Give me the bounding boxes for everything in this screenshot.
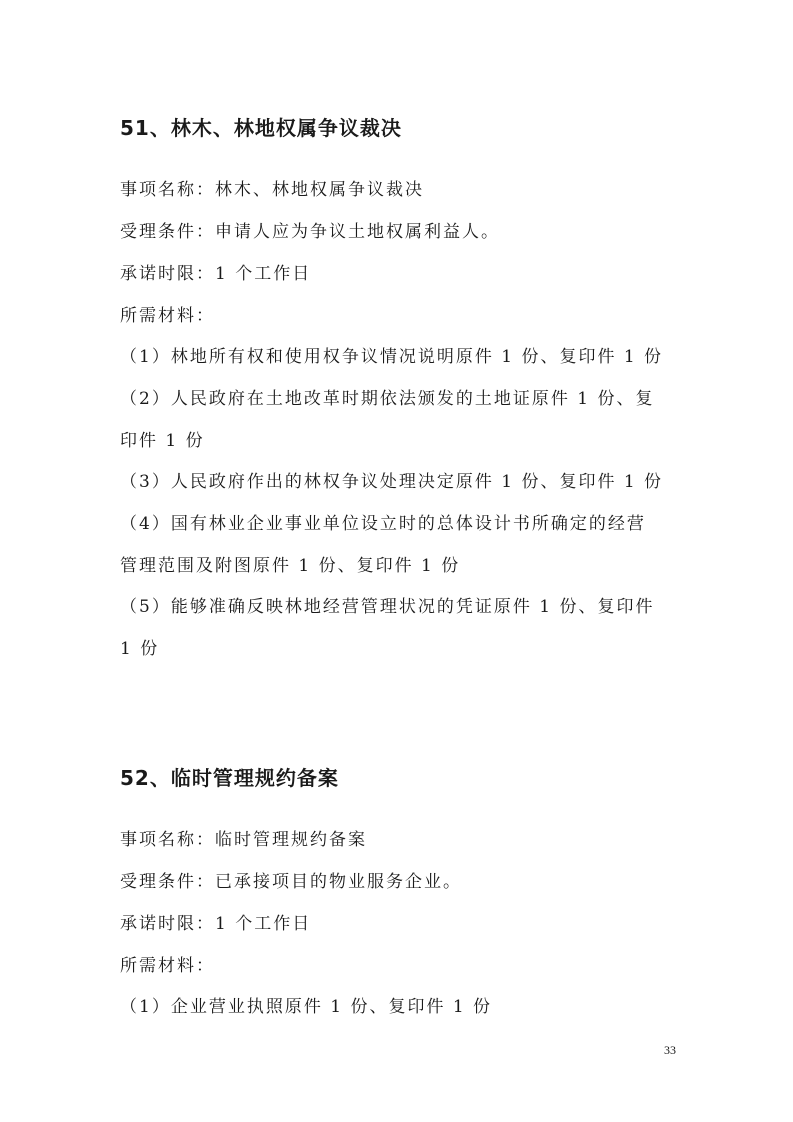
section-51-material-line: （2）人民政府在土地改革时期依法颁发的土地证原件 1 份、复	[120, 389, 655, 409]
section-51-time-limit: 承诺时限：1 个工作日	[120, 264, 312, 284]
section-52-materials-label: 所需材料：	[120, 956, 215, 976]
section-51-conditions: 受理条件：申请人应为争议土地权属利益人。	[120, 222, 500, 242]
section-51-material-line: 管理范围及附图原件 1 份、复印件 1 份	[120, 556, 461, 576]
section-52-time-limit: 承诺时限：1 个工作日	[120, 914, 312, 934]
section-52-item-name: 事项名称：临时管理规约备案	[120, 830, 367, 850]
section-52-material-line: （1）企业营业执照原件 1 份、复印件 1 份	[120, 997, 493, 1017]
section-51-material-line: （1）林地所有权和使用权争议情况说明原件 1 份、复印件 1 份	[120, 347, 664, 367]
page-number: 33	[664, 1043, 676, 1057]
section-51-material-line: 印件 1 份	[120, 431, 205, 451]
section-51-title: 51、林木、林地权属争议裁决	[120, 116, 402, 140]
section-52-title: 52、临时管理规约备案	[120, 766, 339, 790]
section-51-material-line: （3）人民政府作出的林权争议处理决定原件 1 份、复印件 1 份	[120, 472, 664, 492]
section-51-material-line: 1 份	[120, 639, 160, 659]
section-51-material-line: （5）能够准确反映林地经营管理状况的凭证原件 1 份、复印件	[120, 597, 655, 617]
section-51-materials-label: 所需材料：	[120, 306, 215, 326]
section-51-item-name: 事项名称：林木、林地权属争议裁决	[120, 180, 424, 200]
section-52-conditions: 受理条件：已承接项目的物业服务企业。	[120, 872, 462, 892]
section-51-material-line: （4）国有林业企业事业单位设立时的总体设计书所确定的经营	[120, 514, 646, 534]
